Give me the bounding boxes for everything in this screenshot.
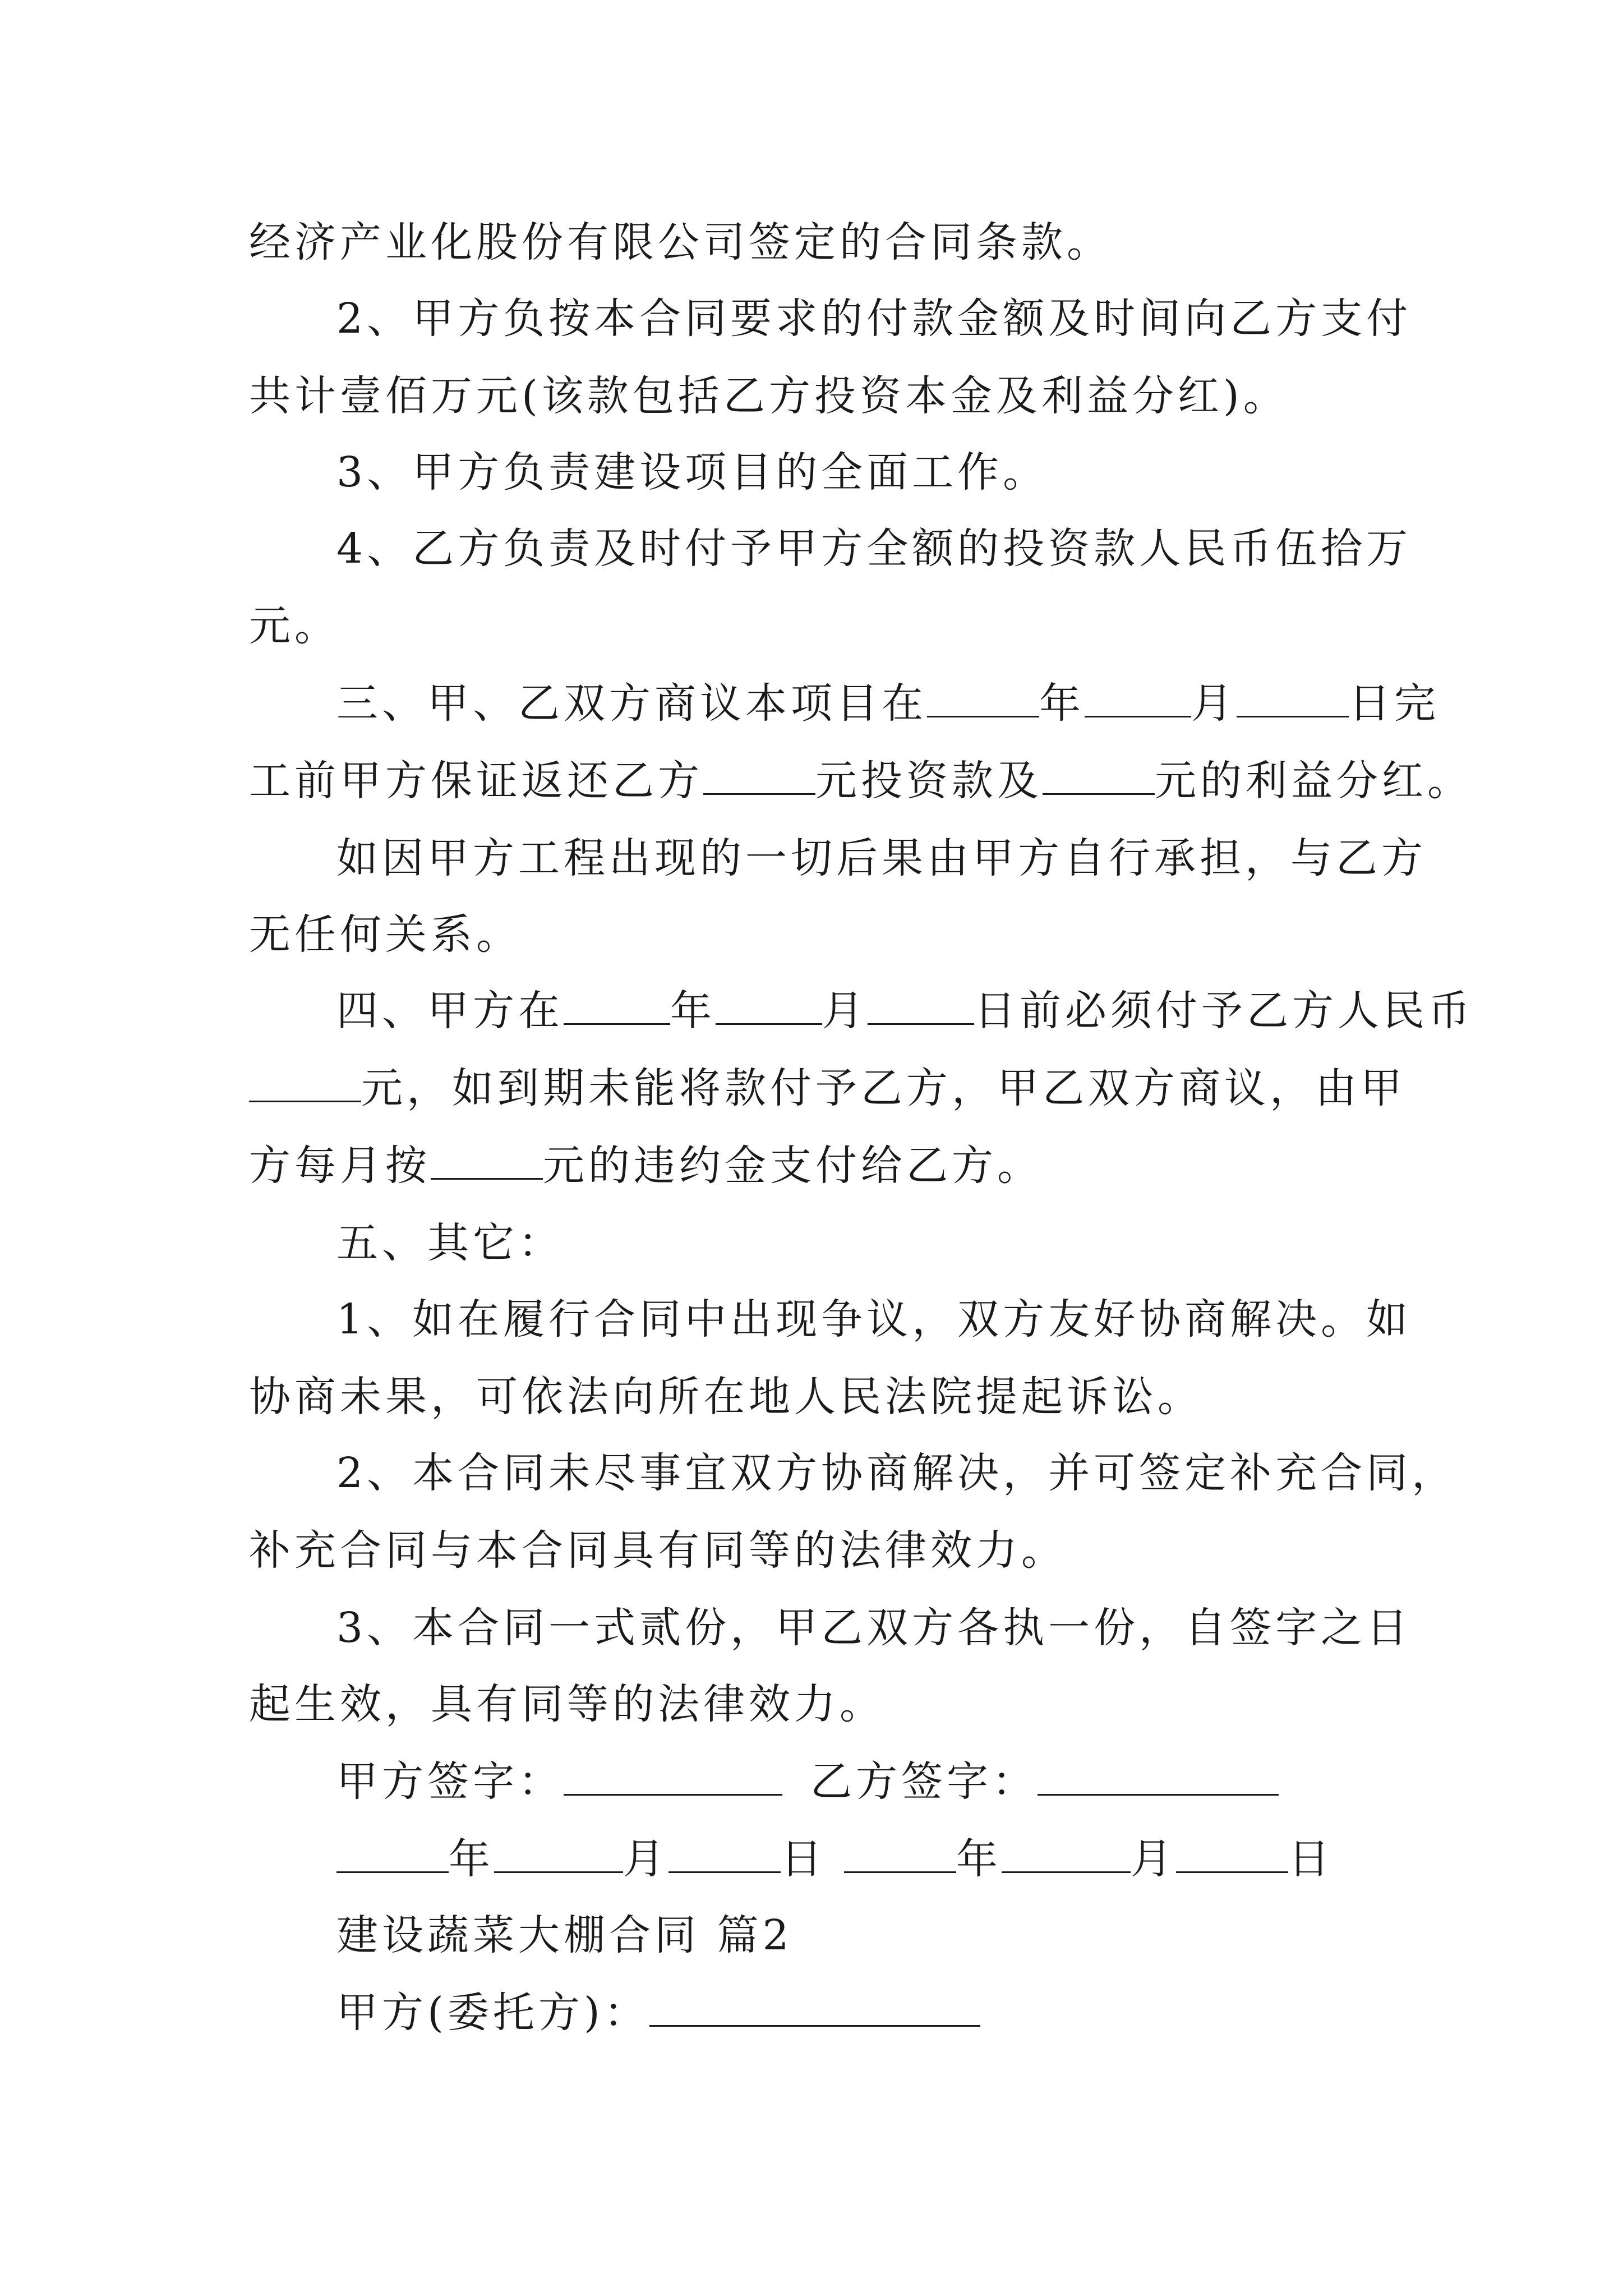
text-segment: 年: [449, 1835, 494, 1883]
fill-blank-year[interactable]: [564, 986, 670, 1025]
text-segment: 年: [1039, 679, 1085, 728]
text-segment: 四、甲方在: [336, 987, 564, 1035]
clause-3-line: 3、甲方负责建设项目的全面工作。: [336, 448, 1049, 496]
party-a-signature-label: 甲方签字：: [336, 1757, 564, 1806]
text-segment: 月: [1191, 679, 1237, 728]
party-a-signature-field[interactable]: [564, 1757, 782, 1796]
text-segment: 元的利益分红。: [1155, 757, 1473, 805]
clause-2-line-1: 2、甲方负按本合同要求的付款金额及时间向乙方支付: [336, 295, 1412, 343]
party-a-label: 甲方(委托方)：: [336, 1989, 649, 2037]
fill-blank-day[interactable]: [1176, 1834, 1288, 1873]
text-segment: 元的违约金支付给乙方。: [543, 1142, 1043, 1190]
fill-blank-month[interactable]: [494, 1834, 623, 1873]
signature-line: [336, 1754, 1279, 1810]
text-segment: 日: [1288, 1835, 1334, 1883]
text-segment: 日前必须付予乙方人民币: [974, 987, 1474, 1035]
text-segment: 元投资款及: [815, 757, 1043, 805]
text-segment: 三、甲、乙双方商议本项目在: [336, 679, 927, 728]
section-3-line-2: [249, 753, 1473, 809]
other-2-line-2: 补充合同与本合同具有同等的法律效力。: [249, 1526, 1067, 1575]
text-segment: 日完: [1349, 679, 1440, 728]
liability-line-2: 无任何关系。: [249, 910, 522, 959]
text-segment: 工前甲方保证返还乙方: [249, 757, 703, 805]
liability-line-1: 如因甲方工程出现的一切后果由甲方自行承担，与乙方: [336, 834, 1427, 882]
other-3-line-2: 起生效，具有同等的法律效力。: [249, 1680, 885, 1728]
paragraph-line: 经济产业化股份有限公司签定的合同条款。: [249, 218, 1112, 266]
clause-4-line-2: 元。: [249, 602, 340, 650]
party-a-name-field[interactable]: [649, 1988, 980, 2027]
text-segment: 年: [956, 1835, 1002, 1883]
section-4-line-2: [249, 1060, 1406, 1116]
signature-date-line: [336, 1831, 1334, 1887]
fill-blank-day[interactable]: [668, 1834, 781, 1873]
party-b-signature-field[interactable]: [1038, 1757, 1279, 1796]
fill-blank-day[interactable]: [868, 986, 974, 1025]
fill-blank-year[interactable]: [927, 679, 1039, 717]
section-4-line-3: [249, 1138, 1043, 1194]
section-title: 建设蔬菜大棚合同 篇2: [336, 1911, 793, 1959]
text-segment: 月: [623, 1835, 668, 1883]
other-1-line-1: 1、如在履行合同中出现争议，双方友好协商解决。如: [336, 1295, 1412, 1343]
fill-blank-penalty[interactable]: [431, 1141, 543, 1180]
section-4-line-1: [336, 983, 1474, 1039]
fill-blank-month[interactable]: [716, 986, 822, 1025]
other-3-line-1: 3、本合同一式贰份，甲乙双方各执一份，自签字之日: [336, 1604, 1412, 1652]
fill-blank-month[interactable]: [1002, 1834, 1131, 1873]
section-5-heading: 五、其它：: [336, 1219, 564, 1267]
fill-blank-investment[interactable]: [703, 756, 815, 795]
party-a-line: [336, 1985, 980, 2041]
text-segment: 月: [1131, 1835, 1176, 1883]
clause-2-line-2: 共计壹佰万元(该款包括乙方投资本金及利益分红)。: [249, 372, 1289, 420]
fill-blank-dividend[interactable]: [1043, 756, 1155, 795]
fill-blank-year[interactable]: [336, 1834, 449, 1873]
fill-blank-month[interactable]: [1085, 679, 1191, 717]
other-1-line-2: 协商未果，可依法向所在地人民法院提起诉讼。: [249, 1373, 1203, 1421]
text-segment: 方每月按: [249, 1142, 431, 1190]
text-segment: 月: [822, 987, 868, 1035]
fill-blank-year[interactable]: [844, 1834, 956, 1873]
clause-4-line-1: 4、乙方负责及时付予甲方全额的投资款人民币伍拾万: [336, 524, 1412, 573]
fill-blank-amount[interactable]: [249, 1064, 361, 1102]
fill-blank-day[interactable]: [1237, 679, 1349, 717]
text-segment: 日: [781, 1835, 826, 1883]
text-segment: 年: [670, 987, 716, 1035]
text-segment: 元，如到期未能将款付予乙方，甲乙双方商议，由甲: [361, 1064, 1406, 1112]
other-2-line-1: 2、本合同未尽事宜双方协商解决，并可签定补充合同，: [336, 1449, 1458, 1497]
section-3-line-1: [336, 675, 1440, 731]
party-b-signature-label: 乙方签字：: [810, 1757, 1038, 1806]
